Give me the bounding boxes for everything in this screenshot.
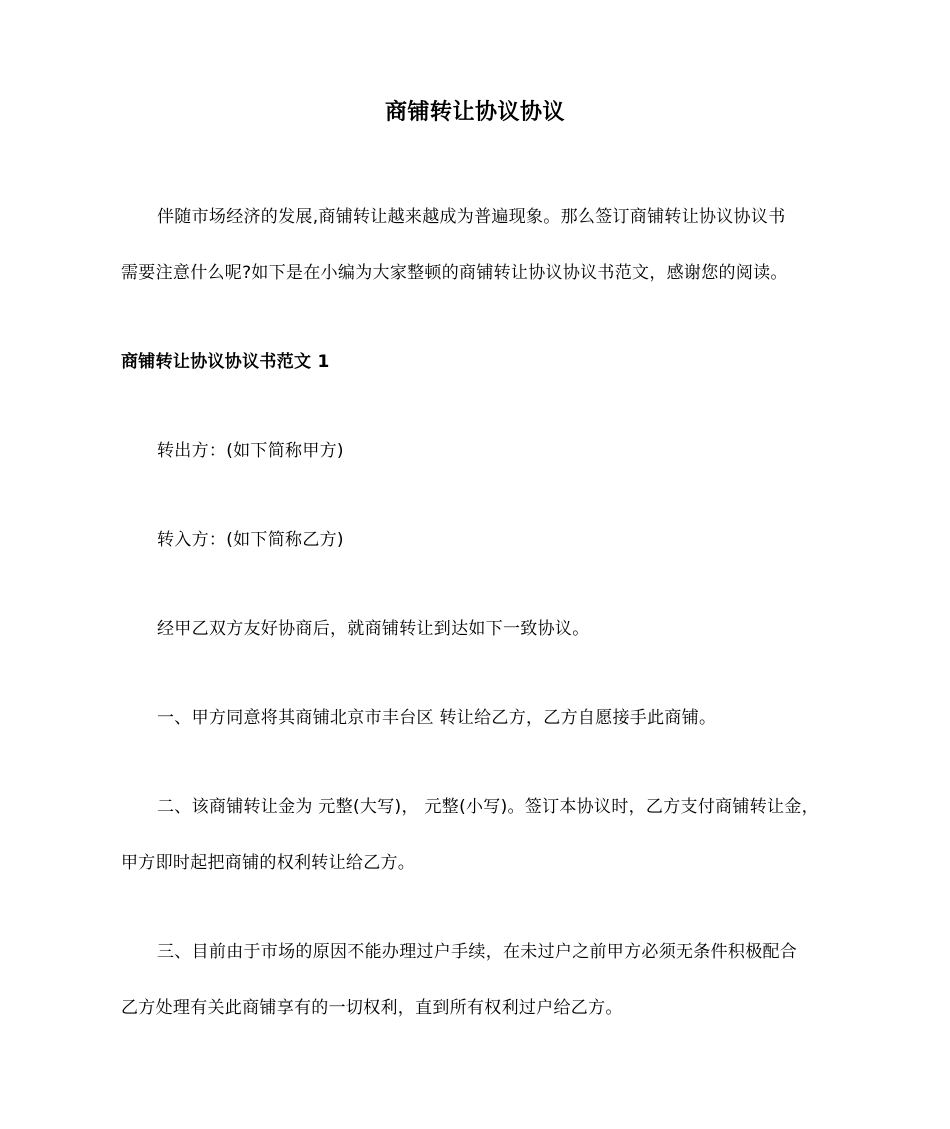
intro-paragraph-line-2: 需要注意什么呢?如下是在小编为大家整顿的商铺转让协议协议书范文，感谢您的阅读。 [121, 263, 788, 283]
clause-3-line-2: 乙方处理有关此商铺享有的一切权利，直到所有权利过户给乙方。 [121, 998, 623, 1018]
clause-2-line-2: 甲方即时起把商铺的权利转让给乙方。 [121, 853, 416, 873]
agreement-intro-line: 经甲乙双方友好协商后，就商铺转让到达如下一致协议。 [157, 619, 590, 639]
intro-paragraph-line-1: 伴随市场经济的发展,商铺转让越来越成为普遍现象。那么签订商铺转让协议协议书 [157, 207, 786, 227]
document-title: 商铺转让协议协议 [384, 100, 565, 125]
party-in-line: 转入方：(如下简称乙方) [157, 530, 344, 550]
clause-2-line-1: 二、该商铺转让金为 元整(大写)， 元整(小写)。签订本协议时，乙方支付商铺转让金， [157, 797, 819, 817]
clause-1: 一、甲方同意将其商铺北京市丰台区 转让给乙方，乙方自愿接手此商铺。 [157, 708, 717, 728]
party-out-line: 转出方：(如下简称甲方) [157, 441, 344, 461]
section-heading: 商铺转让协议协议书范文 1 [121, 352, 330, 372]
clause-3-line-1: 三、目前由于市场的原因不能办理过户手续，在未过户之前甲方必须无条件积极配合 [157, 942, 798, 962]
